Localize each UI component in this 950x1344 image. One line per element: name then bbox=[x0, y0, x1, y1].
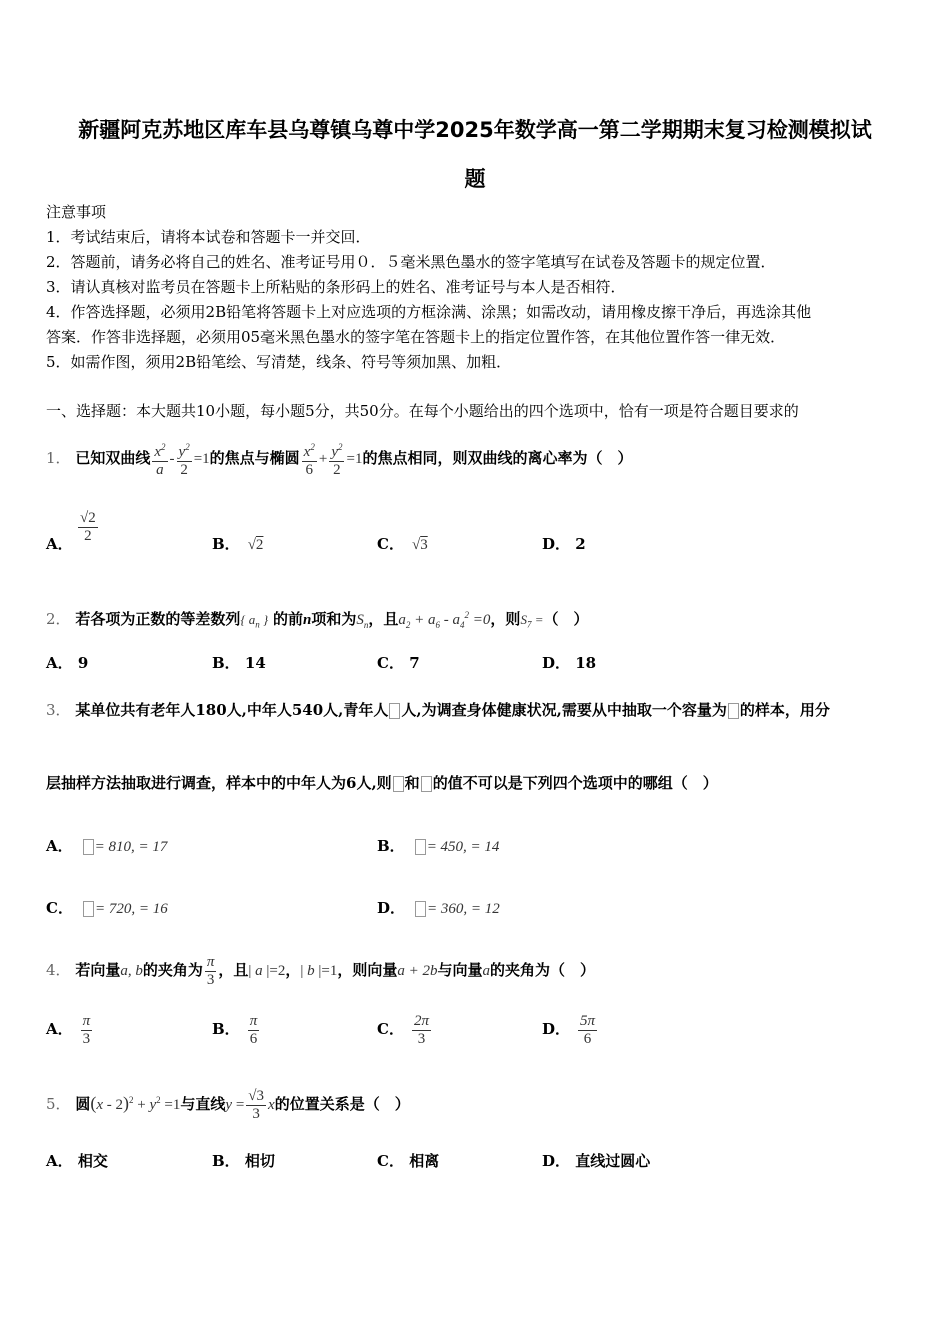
math-fraction: $\frac{y^2}{2}$ bbox=[329, 439, 344, 479]
option-b[interactable]: B． = 450, = 14 bbox=[377, 837, 500, 855]
page-title-continued: 题 bbox=[464, 167, 486, 191]
page-title: 新疆阿克苏地区库车县乌尊镇乌尊中学2025年数学高一第二学期期末复习检测模拟试 bbox=[78, 118, 872, 142]
option-c[interactable]: C． = 720, = 16 bbox=[46, 899, 168, 917]
option-c[interactable]: C． √3 bbox=[377, 535, 428, 553]
notice-item: 1．考试结束后，请将本试卷和答题卡一并交回． bbox=[46, 228, 371, 246]
question-4: 4． 若向量a, b的夹角为 $\frac{\pi}{3}$ ，且| a |=2，| b |=1，则向量a + 2b与向量a的夹角为（ ） bbox=[46, 953, 596, 988]
option-b[interactable]: B． 14 bbox=[212, 654, 266, 672]
question-5: 5． 圆$(x - 2)^2 + y^2 =1$与直线y = $\frac{√3}{3}$ x的位置关系是（ ） bbox=[46, 1087, 410, 1122]
notice-item: 3．请认真核对监考员在答题卡上所粘贴的条形码上的姓名、准考证号与本人是否相符． bbox=[46, 278, 626, 296]
question-3-continued: 层抽样方法抽取进行调查，样本中的中年人为6人,则 和 的值不可以是下列四个选项中的哪组（ ） bbox=[46, 774, 718, 792]
option-a[interactable]: A． $\frac{\pi}{3}$ bbox=[46, 1012, 91, 1047]
option-d[interactable]: D． = 360, = 12 bbox=[377, 899, 500, 917]
question-text: 已知双曲线 bbox=[75, 449, 151, 467]
notice-item: 5．如需作图，须用2B铅笔绘、写清楚，线条、符号等须加黑、加粗． bbox=[46, 353, 512, 371]
notice-item: 2．答题前，请务必将自己的姓名、准考证号用０．５毫米黑色墨水的签字笔填写在试卷及答题卡的规定位置． bbox=[46, 253, 776, 271]
question-3: 3． 某单位共有老年人180人,中年人540人,青年人 人,为调查身体健康状况,需要从中抽取一个容量为 的样本，用分 bbox=[46, 701, 830, 719]
option-a[interactable]: A． 9 bbox=[46, 654, 89, 672]
option-b[interactable]: B． √2 bbox=[212, 535, 264, 553]
notice-item: 4．作答选择题，必须用2B铅笔将答题卡上对应选项的方框涂满、涂黑；如需改动，请用橡皮擦干净后，再选涂其他 bbox=[46, 303, 812, 321]
option-d[interactable]: D． $\frac{5\pi}{6}$ bbox=[542, 1012, 596, 1047]
option-d[interactable]: D． 2 bbox=[542, 535, 586, 553]
math-fraction: $\frac{x^2}{a}$ bbox=[152, 439, 167, 479]
notice-item: 答案．作答非选择题，必须用05毫米黑色墨水的签字笔在答题卡上的指定位置作答，在其他位置作答一律无效． bbox=[46, 328, 786, 346]
question-number: 1． bbox=[46, 449, 71, 467]
option-b[interactable]: B． 相切 bbox=[212, 1152, 275, 1170]
question-text: 的焦点相同，则双曲线的离心率为（ ） bbox=[362, 449, 633, 467]
option-d[interactable]: D． 直线过圆心 bbox=[542, 1152, 651, 1170]
math-fraction: $\frac{y^2}{2}$ bbox=[177, 439, 192, 479]
notice-heading: 注意事项 bbox=[46, 203, 107, 221]
question-1: 1． 已知双曲线 $\frac{x^2}{a}$ - $\frac{y^2}{2}$ =1的焦点与椭圆 $\frac{x^2}{6}$ + $\frac{y^2}{2}$ =1的焦点相同，则双曲线的离心率为（ ） bbox=[46, 428, 632, 488]
option-a[interactable]: A． 相交 bbox=[46, 1152, 108, 1170]
option-b[interactable]: B． $\frac{\pi}{6}$ bbox=[212, 1012, 258, 1047]
option-a[interactable]: A． = 810, = 17 bbox=[46, 837, 168, 855]
option-c[interactable]: C． 7 bbox=[377, 654, 420, 672]
math-fraction: $\frac{x^2}{6}$ bbox=[302, 439, 317, 479]
question-2: 2． 若各项为正数的等差数列{ $a_n$ } 的前n项和为$S_n$，且$a_2 + a_6 - a_4^2 =0$，则$S_7$ =（ ） bbox=[46, 610, 589, 630]
option-c[interactable]: C． 相离 bbox=[377, 1152, 440, 1170]
option-d[interactable]: D． 18 bbox=[542, 654, 597, 672]
section-heading: 一、选择题：本大题共10小题，每小题5分，共50分。在每个小题给出的四个选项中，恰有一项是符合题目要求的 bbox=[46, 402, 799, 420]
option-c[interactable]: C． $\frac{2\pi}{3}$ bbox=[377, 1012, 429, 1047]
question-text: 的焦点与椭圆 bbox=[209, 449, 300, 467]
option-a-math: $\frac{√2}{2}$ bbox=[80, 510, 96, 544]
option-a[interactable]: A． bbox=[46, 535, 73, 553]
